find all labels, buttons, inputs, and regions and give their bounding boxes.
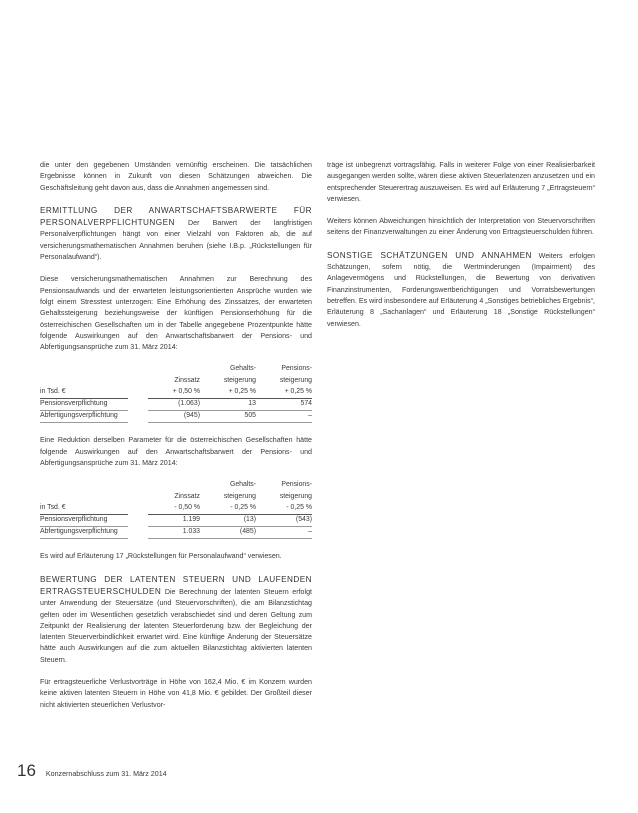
cell-value: 574 — [256, 399, 312, 411]
section-heading-deferred-taxes: BEWERTUNG DER LATENTEN STEUERN UND LAUFENDEN ERTRAGSTEUERSCHULDEN — [40, 574, 312, 596]
page-footer — [17, 761, 167, 781]
cell-value: 1.199 — [148, 514, 200, 526]
cell-value: – — [256, 411, 312, 423]
paragraph-other-estimates — [327, 250, 595, 330]
cell-value: 1.033 — [148, 527, 200, 539]
column-header: steigerung — [223, 492, 256, 500]
change-value: - 0,25 % — [200, 503, 256, 515]
row-label: Pensionsverpflichtung — [40, 514, 128, 526]
paragraph-text: Der Barwert der langfristigen Personalverpflichtungen hängt von einer Vielzahl von Faktoren ab, die auf versicherungsmathematischen Annahmen beruhen (siehe I.B.p. „Rückstellungen für Personalaufwand“). — [40, 219, 312, 262]
paragraph: Weiters können Abweichungen hinsichtlich der Interpretation von Steuervorschriften seitens der Finanzverwaltungen zu einer Änderung von Ertragsteuerschulden führen. — [327, 217, 595, 237]
change-value: + 0,25 % — [256, 387, 312, 399]
column-header: steigerung — [279, 492, 312, 500]
paragraph: die unter den gegebenen Umständen vernünftig erscheinen. Die tatsächlichen Ergebnisse können in Zukunft von diesen Schätzungen abweichen. Die Geschäftsleitung geht davon aus, dass die Annahmen angemessen sind. — [40, 161, 312, 192]
table-row — [40, 399, 312, 411]
left-column — [40, 160, 312, 722]
paragraph: Für ertragsteuerliche Verlustvorträge in Höhe von 162,4 Mio. € im Konzern wurden keine aktiven latenten Steuern in Höhe von 41,8 Mio. € gebildet. Der Großteil dieser nicht aktivierten steuerlichen Verlustvor- — [40, 678, 312, 709]
right-column — [327, 160, 595, 341]
footer-title: Konzernabschluss zum 31. März 2014 — [45, 770, 167, 778]
change-value: - 0,50 % — [148, 503, 200, 515]
paragraph: Es wird auf Erläuterung 17 „Rückstellungen für Personalaufwand“ verwiesen. — [40, 552, 282, 561]
column-header: Gehalts- — [229, 481, 256, 489]
paragraph-deferred-taxes — [40, 574, 312, 666]
sensitivity-table-increase — [40, 364, 312, 423]
paragraph: Eine Reduktion derselben Parameter für die österreichischen Gesellschaften hätte folgende Auswirkungen auf den Anwartschaftsbarwert der Pensions- und Abfertigungsansprüche zum 31. März 2014: — [40, 436, 312, 468]
table-header-row — [40, 376, 312, 387]
cell-value: (13) — [200, 514, 256, 526]
cell-value: (485) — [200, 527, 256, 539]
cell-value: (945) — [148, 411, 200, 423]
table-row — [40, 411, 312, 423]
column-header: Pensions- — [281, 365, 312, 373]
sensitivity-table-decrease — [40, 480, 312, 539]
column-header: steigerung — [223, 376, 256, 384]
paragraph: Diese versicherungsmathematischen Annahmen zur Berechnung des Pensionsaufwands und der erwarteten leistungsorientierten Ansprüche wurden wie folgt einem Stresstest unterzogen: Eine Erhöhung des Zinssatzes, der erwarteten Gehaltssteigerung beziehungsweise der künftigen Pensionserhöhung für die österreichischen Gesellschaften um in der Tabelle angegebene Prozentpunkte hätte folgende Auswirkungen auf den Anwartschaftsbarwert der Pensions- und Abfertigungsansprüche zum 31. März 2014: — [40, 275, 312, 352]
section-heading-other-estimates: SONSTIGE SCHÄTZUNGEN UND ANNAHMEN — [327, 250, 532, 260]
column-header: Pensions- — [281, 481, 312, 489]
column-header: Zinssatz — [174, 376, 200, 384]
change-value: + 0,25 % — [200, 387, 256, 399]
section-heading-pension: ERMITTLUNG DER ANWARTSCHAFTSBARWERTE FÜR PERSONALVERPFLICHTUNGEN — [40, 205, 312, 228]
table-row — [40, 514, 312, 526]
cell-value: (1.063) — [148, 399, 200, 411]
paragraph-pension-valuation — [40, 205, 312, 263]
column-header: steigerung — [279, 376, 312, 384]
paragraph: träge ist unbegrenzt vortragsfähig. Falls in weiterer Folge von einer Realisierbarkeit ausgegangen werden sollte, wären diese aktiven Steuerlatenzen anzusetzen und ein entsprechender Steuerertrag auszuweisen. Es wird auf Erläuterung 7 „Ertragsteuern“ verwiesen. — [327, 161, 595, 203]
table-row — [40, 527, 312, 539]
change-value: + 0,50 % — [148, 387, 200, 399]
page-number: 16 — [17, 761, 36, 780]
table-unit-row — [40, 387, 312, 399]
cell-value: – — [256, 527, 312, 539]
row-label: Abfertigungsverpflichtung — [40, 411, 128, 423]
paragraph-text: Weiters erfolgen Schätzungen, sofern nötig, die Wertminderungen (Impairment) des Anlagevermögens und Rückstellungen, die Bewertung von derivativen Finanzinstrumenten, Forderungswertberichtigungen und Vorratsbewertungen betreffen. Es wird insbesondere auf Erläuterung 4 „Sonstiges betriebliches Ergebnis“, Erläuterung 8 „Sachanlagen“ und Erläuterung 18 „Sonstige Rückstellungen“ verwiesen. — [327, 251, 595, 328]
table-header-row — [40, 492, 312, 503]
table-unit-row — [40, 503, 312, 515]
cell-value: 505 — [200, 411, 256, 423]
column-header: Zinssatz — [174, 492, 200, 500]
change-value: - 0,25 % — [256, 503, 312, 515]
cell-value: 13 — [200, 399, 256, 411]
table-header-row — [40, 480, 312, 491]
table-header-row — [40, 364, 312, 375]
cell-value: (543) — [256, 514, 312, 526]
unit-label: in Tsd. € — [40, 503, 128, 515]
column-header: Gehalts- — [229, 365, 256, 373]
paragraph-text: Die Berechnung der latenten Steuern erfolgt unter Anwendung der Steuersätze (und Steuervorschriften), die am Bilanzstichtag gelten oder im Wesentlichen gesetzlich verabschiedet sind und deren Geltung zum Zeitpunkt der Realisierung der latenten Steuerforderung bzw. der Begleichung der latenten Steuerverbindlichkeit erwartet wird. Eine künftige Änderung der Steuersätze hätte auch Auswirkungen auf die zum aktuellen Bilanzstichtag aktivierten latenten Steuern. — [40, 587, 312, 664]
unit-label: in Tsd. € — [40, 387, 128, 399]
row-label: Abfertigungsverpflichtung — [40, 527, 128, 539]
row-label: Pensionsverpflichtung — [40, 399, 128, 411]
